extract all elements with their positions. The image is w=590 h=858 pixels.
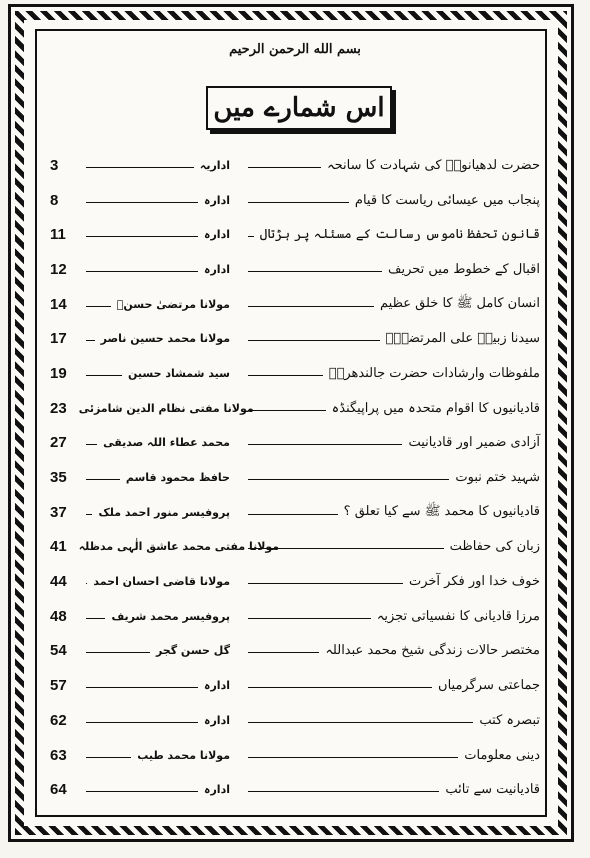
toc-page-number: 44 (50, 573, 67, 591)
leader-line (86, 722, 198, 723)
toc-title: شہید ختم نبوت (455, 470, 540, 486)
leader-line (86, 479, 120, 480)
bismillah-header: بسم الله الرحمن الرحیم (229, 42, 361, 57)
toc-left-group (50, 296, 230, 313)
toc-author: ادارہ (204, 783, 230, 797)
toc-right-group (242, 435, 540, 450)
leader-line (248, 236, 254, 237)
toc-right-group (242, 748, 540, 763)
toc-author: اداریہ (199, 158, 230, 172)
toc-row[interactable] (50, 321, 540, 356)
leader-line (86, 583, 87, 584)
toc-author: حافظ محمود قاسم (125, 471, 230, 485)
toc-right-group (242, 470, 540, 485)
toc-title: اقبال کے خطوط میں تحریف (388, 261, 540, 277)
toc-page-number: 48 (50, 607, 67, 625)
toc-row[interactable] (50, 599, 540, 634)
toc-page-number: 11 (50, 226, 66, 244)
toc-left-group (50, 469, 230, 486)
leader-line (248, 375, 323, 376)
toc-row[interactable] (50, 217, 540, 252)
toc-row[interactable] (50, 495, 540, 530)
toc-page-number: 64 (50, 781, 67, 799)
toc-author: مولانا قاضی احسان احمد (93, 575, 230, 589)
toc-author: ادارہ (204, 262, 230, 276)
toc-left-group (50, 504, 230, 521)
leader-line (86, 757, 131, 758)
toc-page-number: 41 (50, 538, 67, 556)
toc-title: قانون تحفظ ناموس رسالت کے مسئلہ پر ہڑتال (259, 227, 540, 243)
toc-title: ملفوظات وارشادات حضرت جالندھریؒ (328, 365, 540, 381)
toc-title: مرزا قادیانی کا نفسیاتی تجزیہ (376, 608, 540, 624)
toc-right-group (242, 503, 540, 522)
leader-line (248, 583, 403, 584)
toc-right-group (242, 609, 540, 624)
leader-line (86, 236, 198, 237)
toc-right-group (242, 193, 540, 208)
leader-line (248, 548, 444, 549)
toc-page-number: 17 (50, 330, 67, 348)
table-of-contents (50, 148, 540, 807)
toc-right-group (242, 713, 540, 728)
toc-row[interactable] (50, 564, 540, 599)
contents-title: اس شمارے میں (213, 93, 385, 123)
toc-right-group (242, 643, 540, 658)
leader-line (248, 410, 326, 411)
toc-author: پروفیسر محمد شریف (111, 609, 230, 623)
leader-line (248, 444, 402, 445)
toc-left-group (50, 192, 230, 209)
toc-left-group (50, 712, 230, 729)
toc-page-number: 63 (50, 746, 67, 764)
toc-author: مولانا مفتی نظام الدین شامزئی (78, 401, 254, 415)
toc-row[interactable] (50, 703, 540, 738)
leader-line (86, 687, 198, 688)
toc-right-group (242, 539, 540, 554)
toc-page-number: 57 (50, 677, 67, 695)
toc-row[interactable] (50, 772, 540, 807)
toc-left-group (50, 226, 230, 243)
contents-title-box (206, 86, 392, 130)
toc-page-number: 3 (50, 156, 59, 174)
leader-line (86, 306, 111, 307)
toc-left-group (50, 747, 230, 764)
leader-line (86, 375, 122, 376)
leader-line (248, 722, 473, 723)
toc-author: ادارہ (204, 713, 230, 727)
toc-row[interactable] (50, 183, 540, 218)
toc-left-group (50, 608, 230, 625)
toc-title: انسان کامل ﷺ کا خلق عظیم (380, 295, 540, 311)
toc-title: سیدنا زبیرؓ علی المرتضیٰؓ (385, 331, 540, 347)
toc-page-number: 19 (50, 364, 67, 382)
toc-right-group (242, 158, 540, 173)
toc-title: قادیانیوں کا اقوام متحدہ میں پراپیگنڈہ (331, 400, 540, 416)
leader-line (248, 652, 319, 653)
toc-row[interactable] (50, 738, 540, 773)
toc-title: جماعتی سرگرمیاں (438, 678, 540, 694)
toc-left-group (50, 157, 230, 174)
toc-left-group (50, 573, 230, 590)
toc-row[interactable] (50, 252, 540, 287)
toc-right-group (242, 574, 540, 589)
toc-author: سید شمشاد حسین (128, 366, 230, 380)
toc-row[interactable] (50, 530, 540, 565)
leader-line (248, 202, 349, 203)
toc-left-group (50, 399, 254, 417)
leader-line (248, 757, 458, 758)
toc-right-group (242, 401, 540, 416)
toc-author: محمد عطاء اللہ صدیقی (103, 436, 230, 450)
toc-page-number: 54 (50, 642, 67, 660)
leader-line (248, 791, 439, 792)
leader-line (248, 618, 371, 619)
toc-row[interactable] (50, 287, 540, 322)
toc-page-number: 14 (50, 295, 67, 313)
toc-row[interactable] (50, 426, 540, 461)
toc-left-group (50, 642, 230, 659)
toc-title: مختصر حالات زندگی شیخ محمد عبداللہ (325, 643, 540, 659)
toc-page-number: 62 (50, 711, 67, 729)
toc-author: مولانا محمد حسین ناصر (100, 332, 230, 346)
toc-page-number: 37 (50, 503, 67, 521)
toc-page-number: 27 (50, 434, 67, 452)
toc-author: ادارہ (204, 679, 230, 693)
toc-author: گل حسن گجر (155, 644, 230, 658)
leader-line (248, 167, 321, 168)
toc-title: دینی معلومات (464, 747, 540, 763)
leader-line (86, 618, 105, 619)
leader-line (248, 340, 380, 341)
toc-row[interactable] (50, 391, 540, 426)
toc-row[interactable] (50, 460, 540, 495)
toc-right-group (242, 331, 540, 346)
leader-line (86, 514, 92, 515)
toc-left-group (50, 781, 230, 798)
toc-right-group (242, 678, 540, 693)
toc-page-number: 12 (50, 260, 67, 278)
toc-author: مولانا مفتی محمد عاشق الٰہی مدظلہ (78, 540, 280, 554)
toc-author: مولانا مرتضیٰ حسنؒ (116, 297, 230, 311)
leader-line (248, 687, 432, 688)
leader-line (86, 652, 150, 653)
toc-title: زبان کی حفاظت (449, 539, 540, 555)
toc-left-group (50, 677, 230, 694)
toc-title: پنجاب میں عیسائی ریاست کا قیام (354, 192, 540, 208)
toc-title: حضرت لدھیانویؒ کی شہادت کا سانحہ (327, 157, 540, 173)
toc-left-group (50, 365, 230, 382)
toc-right-group (242, 782, 540, 797)
leader-line (248, 479, 449, 480)
toc-left-group (50, 261, 230, 278)
toc-right-group (242, 262, 540, 277)
leader-line (248, 514, 338, 515)
toc-right-group (242, 295, 540, 314)
toc-title: قادیانیت سے تائب (445, 782, 540, 798)
leader-line (86, 791, 198, 792)
toc-author: ادارہ (204, 228, 230, 242)
toc-left-group (50, 330, 230, 347)
toc-row[interactable] (50, 668, 540, 703)
toc-page-number: 23 (50, 399, 67, 417)
leader-line (248, 306, 374, 307)
leader-line (86, 271, 198, 272)
toc-right-group (242, 227, 540, 242)
toc-author: پروفیسر منور احمد ملک (98, 505, 230, 519)
toc-author: مولانا محمد طیب (137, 748, 230, 762)
toc-row[interactable] (50, 634, 540, 669)
toc-title: خوف خدا اور فکر آخرت (408, 574, 540, 590)
toc-title: تبصرہ کتب (479, 712, 540, 728)
leader-line (86, 202, 198, 203)
toc-right-group (242, 366, 540, 381)
leader-line (248, 271, 382, 272)
toc-row[interactable] (50, 356, 540, 391)
toc-row[interactable] (50, 148, 540, 183)
toc-title: قادیانیوں کا محمد ﷺ سے کیا تعلق ؟ (343, 503, 540, 519)
leader-line (86, 444, 97, 445)
toc-left-group (50, 434, 230, 451)
leader-line (86, 340, 95, 341)
toc-left-group (50, 538, 280, 556)
toc-page-number: 35 (50, 469, 67, 487)
toc-title: آزادی ضمیر اور قادیانیت (408, 435, 540, 451)
leader-line (86, 167, 194, 168)
toc-author: ادارہ (204, 193, 230, 207)
toc-page-number: 8 (50, 191, 59, 209)
